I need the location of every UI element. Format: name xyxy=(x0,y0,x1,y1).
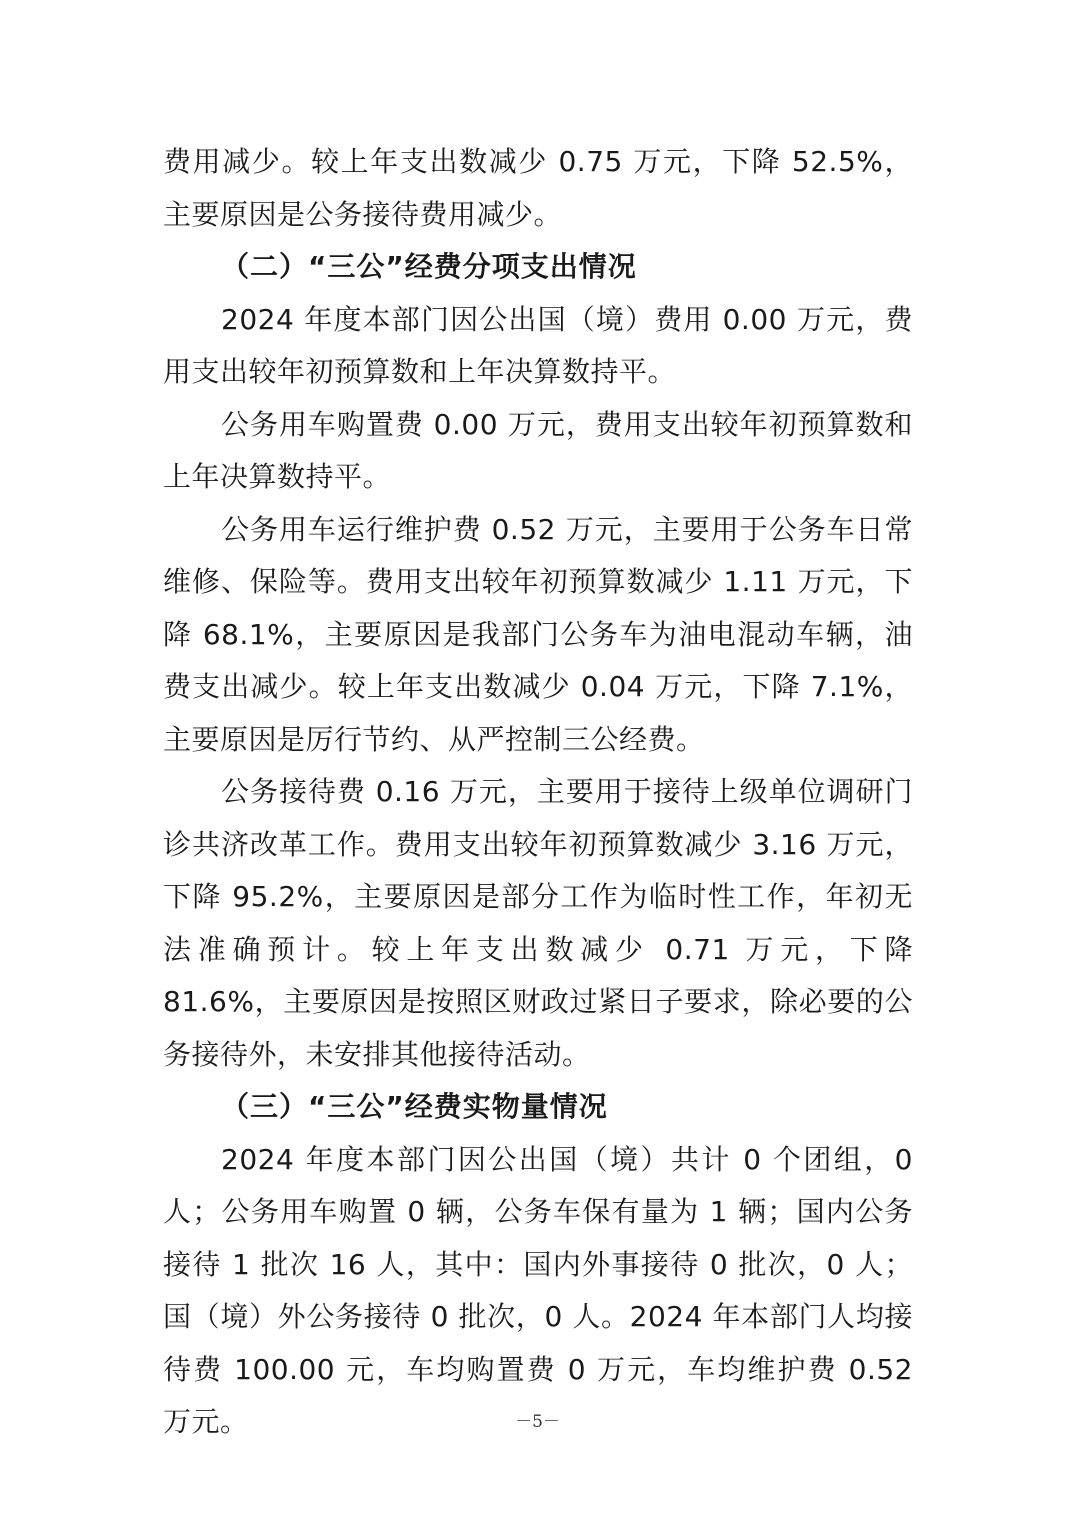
page-number: －5－ xyxy=(515,1412,560,1432)
paragraph-vehicle-purchase: 公务用车购置费 0.00 万元，费用支出较年初预算数和上年决算数持平。 xyxy=(163,407,913,493)
paragraph-physical-quantity: 2024 年度本部门因公出国（境）共计 0 个团组，0 人；公务用车购置 0 辆，公务车保有量为 1 辆；国内公务接待 1 批次 16 人，其中：国内外事接待 0 批次，0 人；国（境）外公务接待 0 批次，0 人。2024 年本部门人均接待费 100.00 元，车均购置费 0 万元，车均维护费 0.52 万元。 xyxy=(163,1142,913,1438)
paragraph-official-reception: 公务接待费 0.16 万元，主要用于接待上级单位调研门诊共济改革工作。费用支出较年初预算数减少 3.16 万元，下降 95.2%，主要原因是部分工作为临时性工作，年初无法准确预计。较上年支出数减少 0.71 万元，下降 81.6%，主要原因是按照区财政过紧日子要求，除必要的公务接待外，未安排其他接待活动。 xyxy=(163,775,913,1071)
document-body xyxy=(163,136,913,1449)
paragraph-overseas-travel: 2024 年度本部门因公出国（境）费用 0.00 万元，费用支出较年初预算数和上年决算数持平。 xyxy=(163,302,913,388)
section-heading-3: （三）“三公”经费实物量情况 xyxy=(221,1090,608,1123)
section-heading-2: （二）“三公”经费分项支出情况 xyxy=(221,250,637,283)
paragraph-continuation: 费用减少。较上年支出数减少 0.75 万元，下降 52.5%，主要原因是公务接待费用减少。 xyxy=(163,145,913,231)
paragraph-vehicle-maintenance: 公务用车运行维护费 0.52 万元，主要用于公务车日常维修、保险等。费用支出较年初预算数减少 1.11 万元，下降 68.1%，主要原因是我部门公务车为油电混动车辆，油费支出减少。较上年支出数减少 0.04 万元，下降 7.1%，主要原因是厉行节约、从严控制三公经费。 xyxy=(163,512,913,756)
